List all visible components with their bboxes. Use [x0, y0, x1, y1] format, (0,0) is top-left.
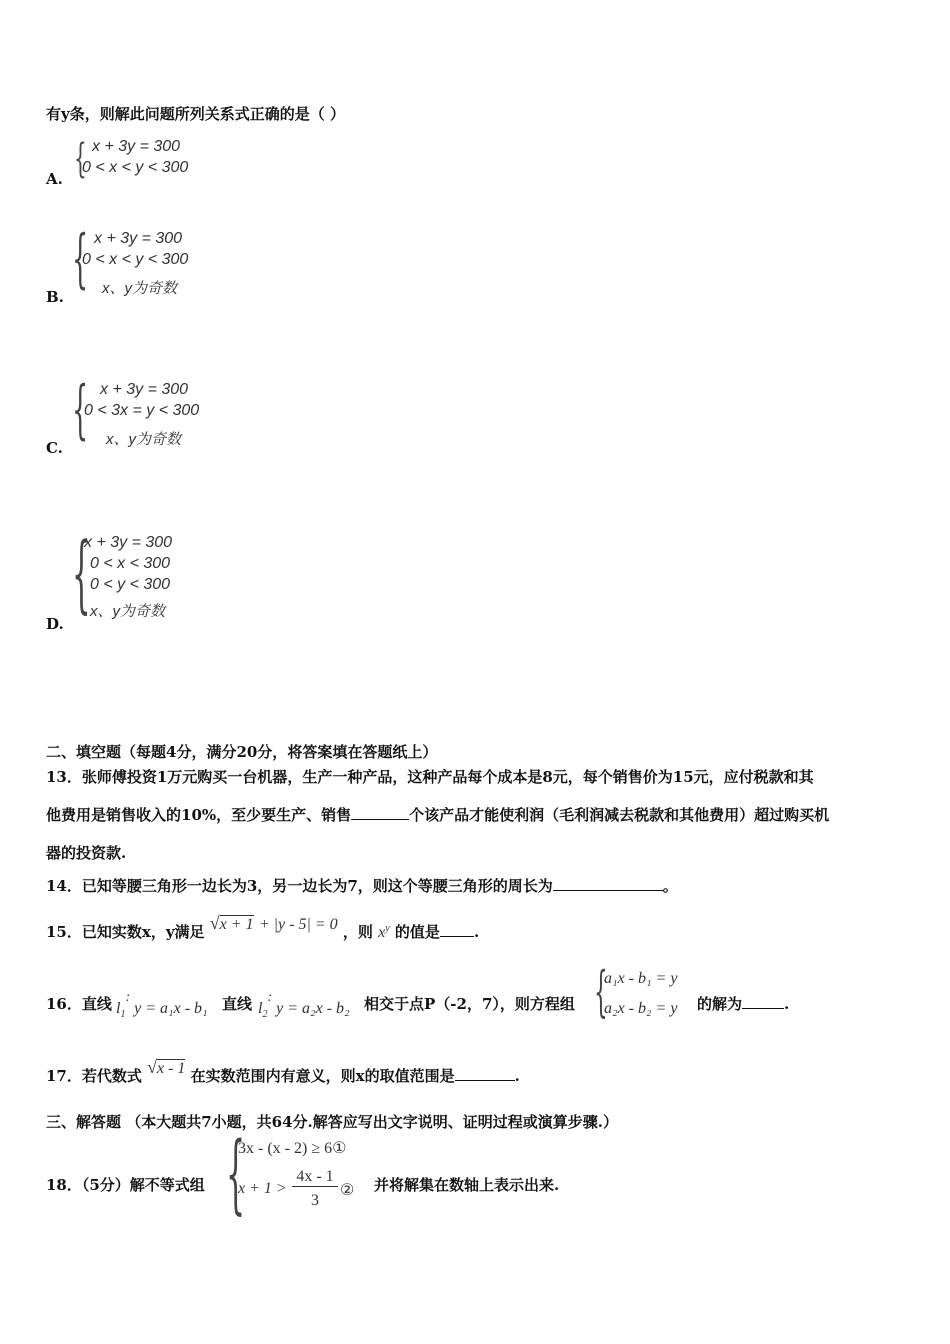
option-a-row2: 0 < x < y < 300: [82, 159, 189, 176]
option-d-row2: 0 < x < 300: [90, 555, 171, 572]
option-c-system: [72, 373, 234, 451]
option-a-row1: x + 3y = 300: [92, 138, 181, 155]
q15-abs-expr: + |y - 5| = 0: [258, 916, 338, 933]
option-d-row3: 0 < y < 300: [90, 576, 171, 593]
q18-system: [226, 1124, 368, 1224]
option-d-row1: x + 3y = 300: [84, 534, 173, 551]
option-d-row4: x、y为奇数: [90, 603, 166, 620]
q17: 17．若代数式 √x - 1 在实数范围内有意义，则x的取值范围是 .: [46, 1057, 520, 1085]
answer-blank: [553, 876, 663, 891]
option-b-row3: x、y为奇数: [102, 280, 178, 297]
answer-blank: [351, 805, 409, 820]
option-c-row1: x + 3y = 300: [100, 381, 189, 398]
q18-row2-left: x + 1 >: [238, 1180, 287, 1197]
q15-pow-exp: y: [385, 923, 390, 934]
option-c-row3: x、y为奇数: [106, 431, 182, 448]
q17-sqrt-expr: x - 1: [157, 1060, 186, 1077]
option-c-row2: 0 < 3x = y < 300: [84, 402, 200, 419]
q14: 14．已知等腰三角形一边长为3，另一边长为7，则这个等腰三角形的周长为 。: [46, 877, 678, 895]
q15-pow-base: x: [378, 924, 386, 941]
q16-system: [594, 960, 696, 1026]
q16-prefix: 16．直线: [46, 995, 112, 1013]
option-b-row1: x + 3y = 300: [94, 230, 183, 247]
q16-row1: a₁x - b₁ = y: [604, 970, 678, 987]
q18-fraction-num: 4x - 1: [292, 1168, 338, 1187]
q13-line2: 他费用是销售收入的10%，至少要生产、销售 个该产品才能使利润（毛利润减去税款和其他费用）超过购买机: [46, 806, 830, 824]
q16-l2: $l_2$: y = a₂x - b₂: [258, 990, 350, 1021]
q15: 15．已知实数x，y满足 √x + 1 + |y - 5| = 0 ，则 $x^y$ 的值是 .: [46, 913, 480, 941]
q18-prefix: 18．（5分）解不等式组: [46, 1176, 205, 1194]
option-b-label: B.: [46, 288, 64, 306]
answer-blank: [440, 922, 474, 937]
option-c-label: C.: [46, 439, 63, 457]
option-b-system: [72, 222, 224, 300]
brace-icon: {: [226, 1124, 246, 1224]
section-3-heading: 三、解答题 （本大题共7小题，共64分.解答应写出文字说明、证明过程或演算步骤.）: [46, 1113, 618, 1131]
sqrt-icon: √: [147, 1057, 157, 1077]
q18-fraction-den: 3: [311, 1192, 319, 1209]
option-b-row2: 0 < x < y < 300: [82, 251, 189, 268]
option-d-label: D.: [46, 615, 64, 633]
option-a-system: [74, 138, 214, 182]
brace-icon: {: [72, 373, 89, 447]
sqrt-icon: √: [209, 913, 220, 933]
q18-mark2: ②: [340, 1182, 355, 1199]
brace-icon: {: [74, 136, 87, 182]
option-d-system: [72, 524, 204, 624]
brace-icon: {: [594, 960, 608, 1023]
brace-icon: {: [72, 524, 91, 622]
q16-text: 相交于点P（-2，7），则方程组: [364, 995, 575, 1013]
q18-row1: 3x - (x - 2) ≥ 6①: [238, 1140, 347, 1157]
q16-mid: 直线: [222, 995, 253, 1013]
option-a-label: A.: [46, 170, 63, 188]
q16-suffix: 的解为 .: [697, 995, 790, 1013]
brace-icon: {: [72, 222, 89, 296]
q13-line1: 13．张师傅投资1万元购买一台机器，生产一种产品，这种产品每个成本是8元，每个销售价为15元，应付税款和其: [46, 768, 814, 786]
q16-l1: $l_1$: y = a₁x - b₁: [116, 990, 208, 1021]
question-intro: 有y条，则解此问题所列关系式正确的是（ ）: [46, 105, 345, 123]
q15-sqrt-expr: x + 1: [219, 916, 254, 933]
section-2-heading: 二、填空题（每题4分，满分20分，将答案填在答题纸上）: [46, 743, 438, 761]
q18-suffix: 并将解集在数轴上表示出来.: [374, 1176, 560, 1194]
answer-blank: [742, 994, 784, 1009]
q13-line3: 器的投资款.: [46, 844, 127, 862]
answer-blank: [455, 1066, 515, 1081]
q16-row2: a₂x - b₂ = y: [604, 1000, 678, 1017]
